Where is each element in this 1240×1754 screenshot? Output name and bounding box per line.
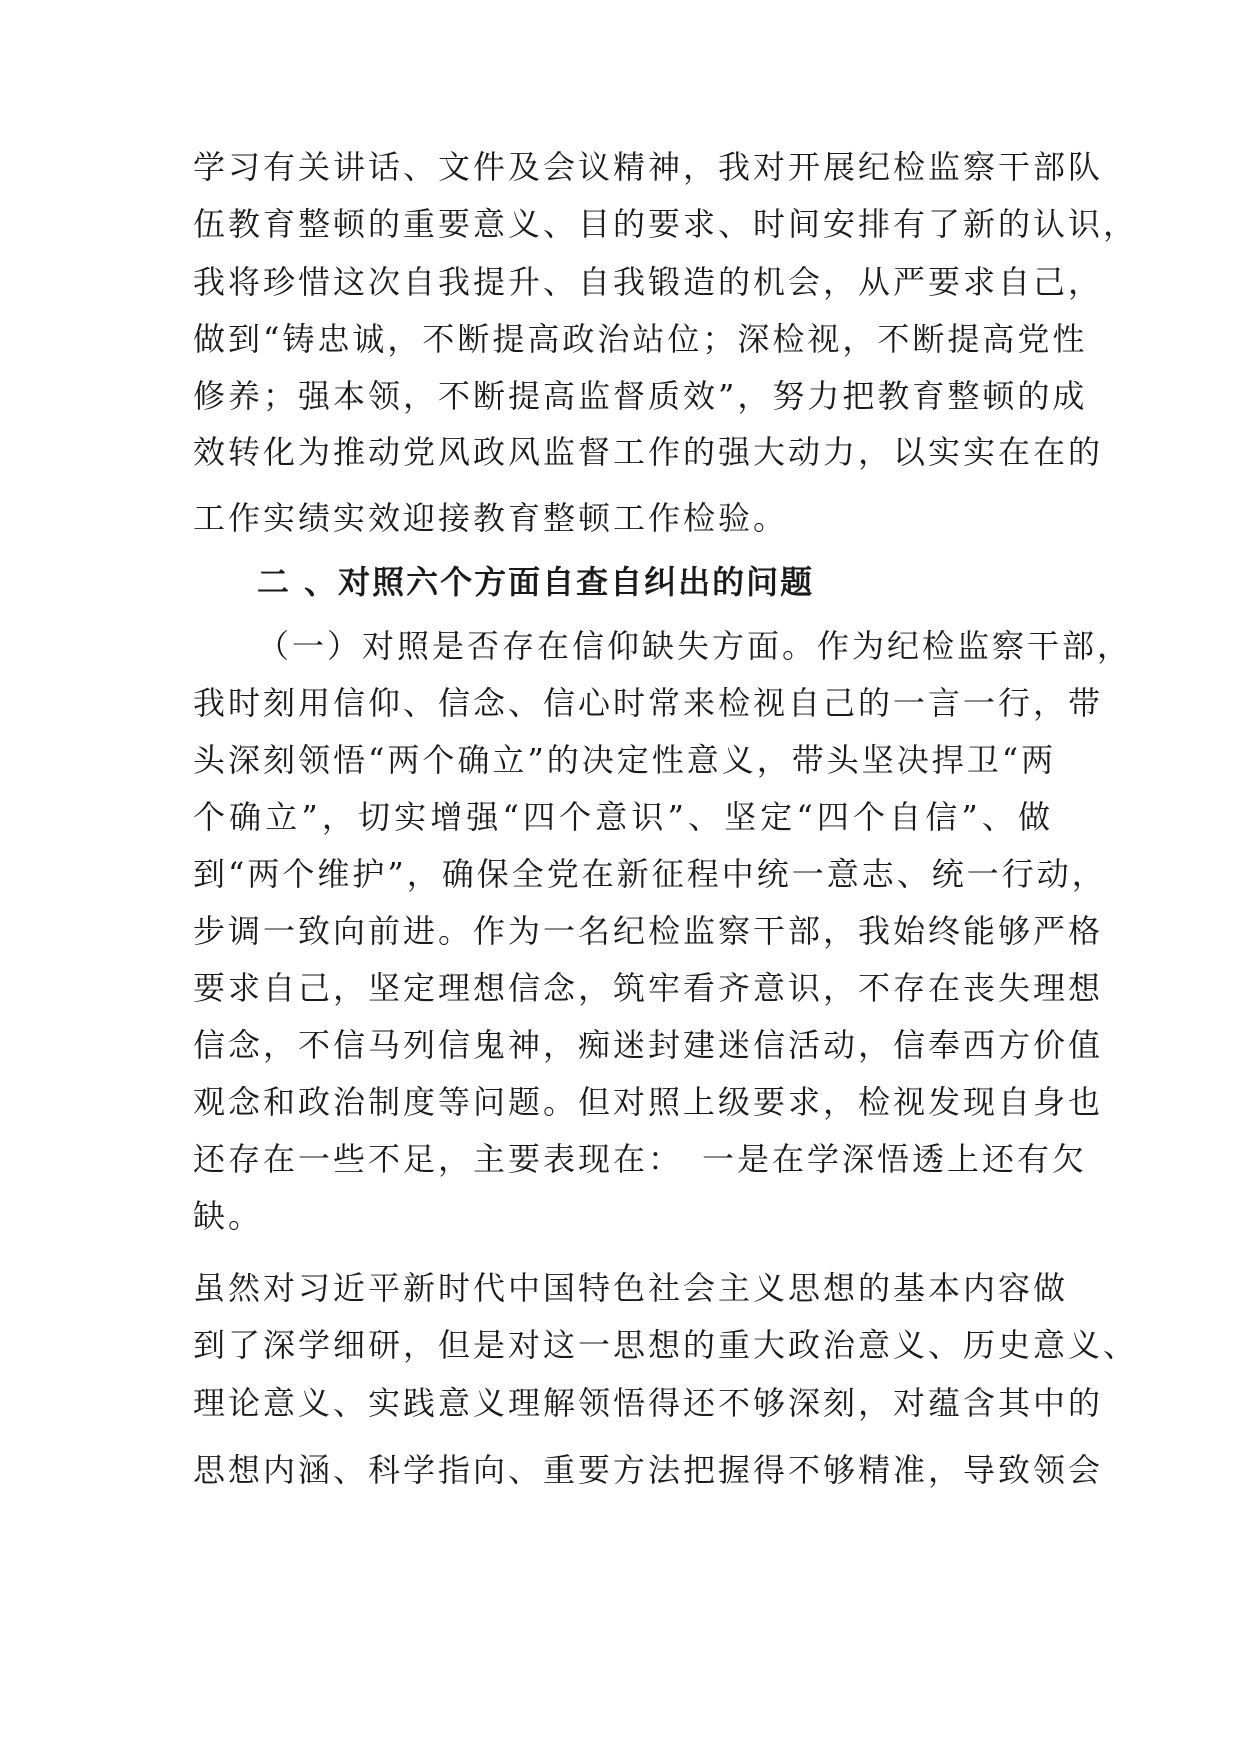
paragraph-line: （一）对照是否存在信仰缺失方面。作为纪检监察干部， <box>257 627 1133 665</box>
paragraph-line: 伍教育整顿的重要意义、目的要求、时间安排有了新的认识， <box>193 205 1139 243</box>
section-heading: 二 、对照六个方面自查自纠出的问题 <box>257 563 815 601</box>
paragraph-line: 理论意义、实践意义理解领悟得还不够深刻，对蕴含其中的 <box>193 1384 1104 1422</box>
paragraph-line: 我时刻用信仰、信念、信心时常来检视自己的一言一行，带 <box>193 684 1104 722</box>
paragraph-line: 思想内涵、科学指向、重要方法把握得不够精准，导致领会 <box>193 1451 1104 1489</box>
paragraph-line: 缺。 <box>193 1197 264 1235</box>
paragraph-line: 效转化为推动党风政风监督工作的强大动力，以实实在在的 <box>193 433 1104 471</box>
paragraph-line: 步调一致向前进。作为一名纪检监察干部，我始终能够严格 <box>193 912 1104 950</box>
paragraph-line: 学习有关讲话、文件及会议精神，我对开展纪检监察干部队 <box>193 148 1104 186</box>
paragraph-line: 做到“铸忠诚，不断提高政治站位；深检视，不断提高党性 <box>193 320 1088 358</box>
paragraph-line: 个确立”，切实增强“四个意识”、坚定“四个自信”、做 <box>193 798 1053 836</box>
paragraph-line: 还存在一些不足，主要表现在： 一是在学深悟透上还有欠 <box>193 1140 1088 1178</box>
paragraph-line: 到“两个维护”，确保全党在新征程中统一意志、统一行动， <box>193 855 1107 893</box>
paragraph-line: 虽然对习近平新时代中国特色社会主义思想的基本内容做 <box>193 1269 1069 1307</box>
paragraph-line: 信念，不信马列信鬼神，痴迷封建迷信活动，信奉西方价值 <box>193 1026 1104 1064</box>
paragraph-line: 我将珍惜这次自我提升、自我锻造的机会，从严要求自己， <box>193 263 1104 301</box>
paragraph-line: 要求自己，坚定理想信念，筑牢看齐意识，不存在丧失理想 <box>193 969 1104 1007</box>
paragraph-line: 修养；强本领，不断提高监督质效”，努力把教育整顿的成 <box>193 377 1088 415</box>
paragraph-line: 头深刻领悟“两个确立”的决定性意义，带头坚决捍卫“两 <box>193 741 1057 779</box>
paragraph-line: 观念和政治制度等问题。但对照上级要求，检视发现自身也 <box>193 1083 1104 1121</box>
paragraph-line: 工作实绩实效迎接教育整顿工作检验。 <box>193 499 789 537</box>
paragraph-line: 到了深学细研，但是对这一思想的重大政治意义、历史意义、 <box>193 1326 1139 1364</box>
